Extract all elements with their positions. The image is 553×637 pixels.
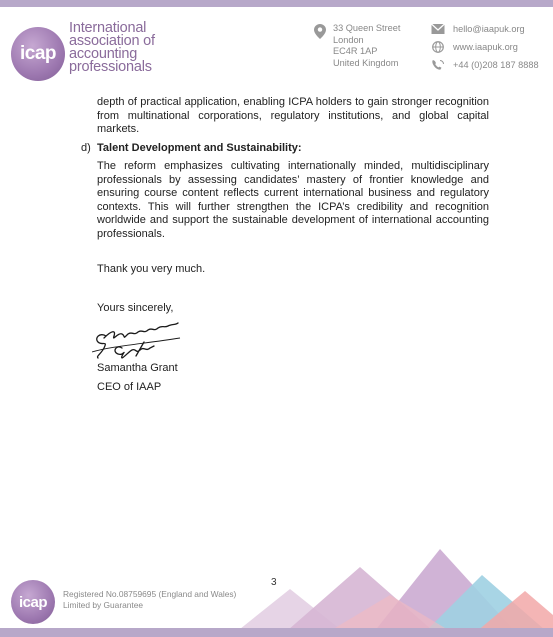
phone-text: +44 (0)208 187 8888 — [453, 60, 539, 70]
address-line: United Kingdom — [333, 57, 399, 68]
address-line: EC4R 1AP — [333, 46, 378, 56]
organization-name — [69, 22, 219, 74]
section-heading — [81, 142, 302, 154]
section-body — [97, 160, 489, 242]
location-pin-icon — [314, 24, 326, 39]
section-paragraph: The reform emphasizes cultivating internationally minded, multidisciplinary professionals by assessing candidates’ mastery of frontier knowledge and ensuring course content reflects current international business and regulatory contexts. This will further strengthen the ICPA’s credibility and recognition worldwide and support the sustainable development of international accounting professionals. — [97, 160, 489, 240]
address — [333, 23, 400, 69]
org-name-line: accounting — [69, 46, 138, 62]
registration-line: Limited by Guarantee — [63, 600, 144, 610]
decorative-mountains — [220, 545, 553, 637]
globe-icon — [431, 41, 445, 53]
section-label: d) — [81, 142, 91, 154]
top-bar — [0, 0, 553, 7]
section-title: Talent Development and Sustainability: — [97, 142, 302, 154]
signer-name: Samantha Grant — [97, 362, 178, 374]
logo-text: icap — [19, 43, 57, 64]
bottom-bar — [0, 628, 553, 637]
website-text: www.iaapuk.org — [453, 42, 518, 52]
signer-title: CEO of IAAP — [97, 381, 162, 393]
email-text: hello@iaapuk.org — [453, 24, 525, 34]
address-line: London — [333, 34, 364, 45]
letter-body-continuation — [97, 96, 489, 137]
registration-info — [63, 589, 236, 611]
org-name-line: association of — [69, 33, 155, 49]
org-name-line: International — [69, 20, 147, 36]
org-name-line: professionals — [69, 59, 152, 75]
letterhead — [0, 7, 553, 87]
footer-logo — [11, 580, 55, 624]
signature-image — [92, 322, 182, 364]
footer-logo-text: icap — [18, 593, 47, 611]
continuation-paragraph: depth of practical application, enabling ICPA holders to gain stronger recognition from multinational corporations, regulatory institutions, and global capital markets. — [97, 96, 489, 136]
email-icon — [431, 23, 445, 35]
address-line: 33 Queen Street — [333, 23, 401, 33]
closing-line: Yours sincerely, — [97, 302, 174, 314]
thanks-line: Thank you very much. — [97, 263, 206, 275]
registration-line: Registered No.08759695 (England and Wales) — [63, 589, 237, 599]
phone-icon — [431, 59, 445, 71]
logo — [11, 27, 65, 81]
page-number: 3 — [271, 577, 277, 588]
